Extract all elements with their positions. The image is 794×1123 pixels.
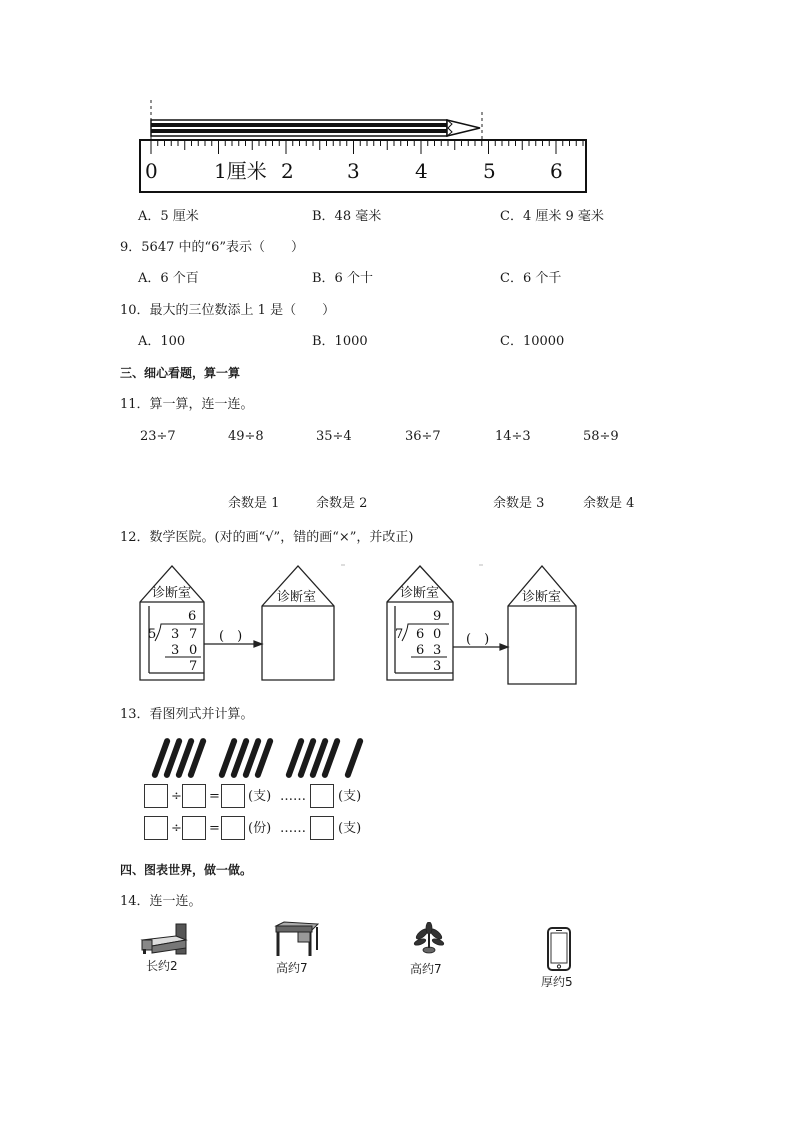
judge-paren-2[interactable]: ( ) <box>466 632 490 647</box>
q13-row2-box-2[interactable] <box>182 816 206 840</box>
q14-label-4: 厚约5 <box>541 975 573 989</box>
q13-row1-unit-2: (支) <box>338 789 362 804</box>
q11-expression-3: 35÷4 <box>316 429 352 444</box>
q13-row2-box-1[interactable] <box>144 816 168 840</box>
q8-option-a[interactable]: A．5 厘米 <box>138 209 199 224</box>
stick-bundle-3 <box>279 737 339 779</box>
q10-option-b[interactable]: B．1000 <box>312 334 368 349</box>
q9-option-b[interactable]: B．6 个十 <box>312 271 373 286</box>
calc-1 <box>148 609 197 674</box>
q13-row1-op: ÷ <box>171 789 182 804</box>
q14-label-3: 高约7 <box>410 962 442 976</box>
q13-row2-unit-1: (份) <box>248 821 272 836</box>
q11-remainder-1: 余数是 1 <box>228 496 280 511</box>
answer-house-2 <box>508 566 576 684</box>
section-4-title: 四、图表世界，做一做。 <box>120 863 253 877</box>
q13-row1-box-2[interactable] <box>182 784 206 808</box>
calc-1-product-2: 0 <box>189 643 198 658</box>
calc-1-quotient: 6 <box>188 609 197 624</box>
pencil <box>151 120 480 136</box>
q10-option-c[interactable]: C．10000 <box>500 334 565 349</box>
q13-row1-dots: …… <box>280 789 306 804</box>
calc-1-dividend-1: 3 <box>171 627 180 642</box>
q13-question: 13．看图列式并计算。 <box>120 707 254 722</box>
q11-remainder-2: 余数是 2 <box>316 496 368 511</box>
q11-remainder-4: 余数是 4 <box>583 496 635 511</box>
q9-option-c[interactable]: C．6 个千 <box>500 271 562 286</box>
q11-expression-1: 23÷7 <box>140 429 176 444</box>
calc-1-product-1: 3 <box>171 643 180 658</box>
calc-2-product-2: 3 <box>433 643 442 658</box>
q10-question: 10．最大的三位数添上 1 是（ ） <box>120 303 336 318</box>
stick-single <box>338 737 368 779</box>
q11-expression-5: 14÷3 <box>495 429 531 444</box>
ruler <box>140 140 586 192</box>
q9-question: 9．5647 中的“6”表示（ ） <box>120 240 305 255</box>
q14-label-2: 高约7 <box>276 961 308 975</box>
q14-label-1: 长约2 <box>146 959 178 973</box>
q13-row1-box-3[interactable] <box>221 784 245 808</box>
ruler-label-5: 5 <box>483 159 496 183</box>
section-3-title: 三、细心看题，算一算 <box>120 366 241 380</box>
q8-option-c[interactable]: C．4 厘米 9 毫米 <box>500 209 604 224</box>
q11-remainder-3: 余数是 3 <box>493 496 545 511</box>
plant-icon <box>412 922 446 954</box>
calc-2-product-1: 6 <box>416 643 425 658</box>
ruler-label-4: 4 <box>415 159 428 183</box>
calc-1-divisor: 5 <box>148 627 157 642</box>
calc-2-divisor: 7 <box>395 627 404 642</box>
q13-row2-box-3[interactable] <box>221 816 245 840</box>
q11-expression-6: 58÷9 <box>583 429 619 444</box>
ruler-label-2: 2 <box>281 159 294 183</box>
q13-row2-unit-2: (支) <box>338 821 362 836</box>
q13-row2-dots: …… <box>280 821 306 836</box>
q14-question: 14．连一连。 <box>120 894 202 909</box>
diagnosis-house-2 <box>387 566 453 680</box>
ruler-label-1: 1厘米 <box>214 159 267 183</box>
desk-icon <box>274 920 320 958</box>
ruler-figure <box>130 98 600 198</box>
q9-option-a[interactable]: A．6 个百 <box>138 271 199 286</box>
calc-1-remainder: 7 <box>189 659 198 674</box>
q13-row2-eq: = <box>209 821 220 836</box>
answer-house-1 <box>262 566 334 680</box>
ruler-label-6: 6 <box>550 159 563 183</box>
calc-1-dividend-2: 7 <box>189 627 198 642</box>
q8-option-b[interactable]: B．48 毫米 <box>312 209 382 224</box>
calc-2-dividend-2: 0 <box>433 627 442 642</box>
bed-icon <box>140 922 190 956</box>
ruler-label-3: 3 <box>347 159 360 183</box>
stick-bundle-2 <box>212 737 272 779</box>
judge-paren-1[interactable]: ( ) <box>219 629 243 644</box>
house-label-3: 诊断室 <box>400 586 440 601</box>
calc-2-remainder: 3 <box>433 659 442 674</box>
q13-row2-op: ÷ <box>171 821 182 836</box>
stick-bundle-1 <box>145 737 205 779</box>
q13-row1-eq: = <box>209 789 220 804</box>
q10-option-a[interactable]: A．100 <box>138 334 186 349</box>
q13-row1-box-4[interactable] <box>310 784 334 808</box>
q13-row1-box-1[interactable] <box>144 784 168 808</box>
house-label-4: 诊断室 <box>522 590 562 605</box>
q13-row2-box-4[interactable] <box>310 816 334 840</box>
house-label-2: 诊断室 <box>277 590 317 605</box>
q11-expression-4: 36÷7 <box>405 429 441 444</box>
calc-2-quotient: 9 <box>433 609 442 624</box>
q12-figure <box>135 560 585 690</box>
calc-2 <box>395 609 441 674</box>
calc-2-dividend-1: 6 <box>416 627 425 642</box>
q13-row1-unit-1: (支) <box>248 789 272 804</box>
ruler-label-0: 0 <box>145 159 158 183</box>
phone-icon <box>546 926 572 972</box>
q11-expression-2: 49÷8 <box>228 429 264 444</box>
house-label-1: 诊断室 <box>152 586 192 601</box>
q12-question: 12．数学医院。(对的画“√”，错的画“×”，并改正) <box>120 530 414 545</box>
q11-question: 11．算一算，连一连。 <box>120 397 254 412</box>
